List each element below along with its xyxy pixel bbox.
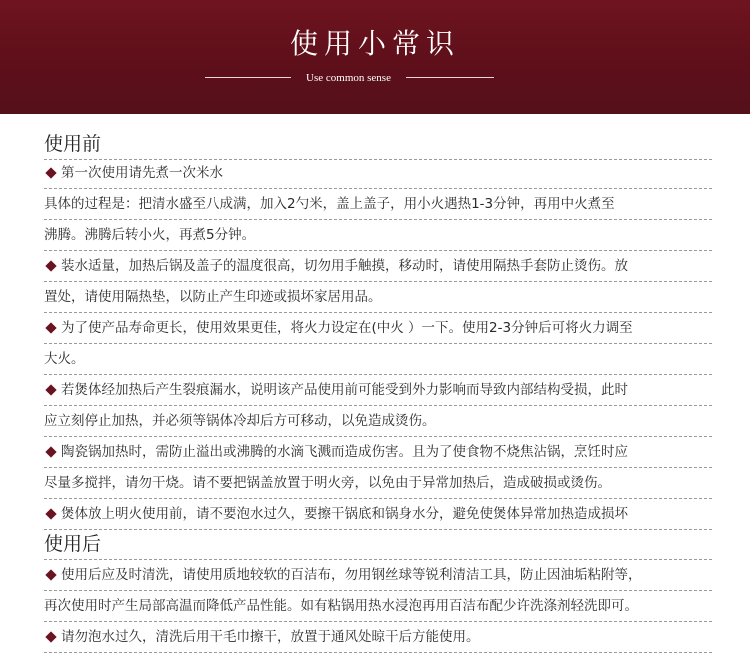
page-subtitle: Use common sense — [306, 72, 391, 84]
diamond-bullet-icon — [45, 167, 56, 178]
subtitle-row — [0, 70, 750, 86]
page-title: 使用小常识 — [289, 27, 460, 60]
list-item: 置处，请使用隔热垫，以防止产生印迹或损坏家居用品。 — [44, 282, 712, 313]
subtitle-rule-left — [205, 77, 291, 78]
list-item: 使用后应及时清洗，请使用质地较软的百洁布，勿用钢丝球等锐利清洁工具，防止因油垢粘附等， — [44, 560, 712, 591]
list-item: 陶瓷锅加热时，需防止溢出或沸腾的水滴飞溅而造成伤害。且为了使食物不烧焦沾锅，烹饪时应 — [44, 437, 712, 468]
header-banner — [0, 0, 750, 114]
section-title-before-use: 使用前 — [44, 133, 102, 155]
list-item: 煲体放上明火使用前，请不要泡水过久，要擦干锅底和锅身水分，避免使煲体异常加热造成损坏 — [44, 499, 712, 530]
list-item: 沸腾。沸腾后转小火，再煮5分钟。 — [44, 220, 712, 251]
list-item: 请勿泡水过久，清洗后用干毛巾擦干，放置于通风处晾干后方能使用。 — [44, 622, 712, 653]
list-item: 大火。 — [44, 344, 712, 375]
list-item: 若煲体经加热后产生裂痕漏水，说明该产品使用前可能受到外力影响而导致内部结构受损，此时 — [44, 375, 712, 406]
subtitle-rule-right — [406, 77, 494, 78]
diamond-bullet-icon — [45, 508, 56, 519]
diamond-bullet-icon — [45, 384, 56, 395]
list-item: 应立刻停止加热，并必须等锅体冷却后方可移动，以免造成烫伤。 — [44, 406, 712, 437]
list-item: 尽量多搅拌，请勿干烧。请不要把锅盖放置于明火旁，以免由于异常加热后，造成破损或烫伤。 — [44, 468, 712, 499]
list-item: 装水适量，加热后锅及盖子的温度很高，切勿用手触摸，移动时，请使用隔热手套防止烫伤。放 — [44, 251, 712, 282]
diamond-bullet-icon — [45, 260, 56, 271]
list-item: 为了使产品寿命更长，使用效果更佳，将火力设定在(中火 ）一下。使用2-3分钟后可将火力调至 — [44, 313, 712, 344]
list-item: 具体的过程是：把清水盛至八成满，加入2勺米，盖上盖子，用小火遇热1-3分钟，再用中火煮至 — [44, 189, 712, 220]
section-title-after-use: 使用后 — [44, 533, 102, 555]
diamond-bullet-icon — [45, 631, 56, 642]
diamond-bullet-icon — [45, 569, 56, 580]
list-item: 第一次使用请先煮一次米水 — [44, 158, 712, 189]
diamond-bullet-icon — [45, 446, 56, 457]
list-item: 再次使用时产生局部高温而降低产品性能。如有粘锅用热水浸泡再用百洁布配少许洗涤剂轻洗即可。 — [44, 591, 712, 622]
diamond-bullet-icon — [45, 322, 56, 333]
